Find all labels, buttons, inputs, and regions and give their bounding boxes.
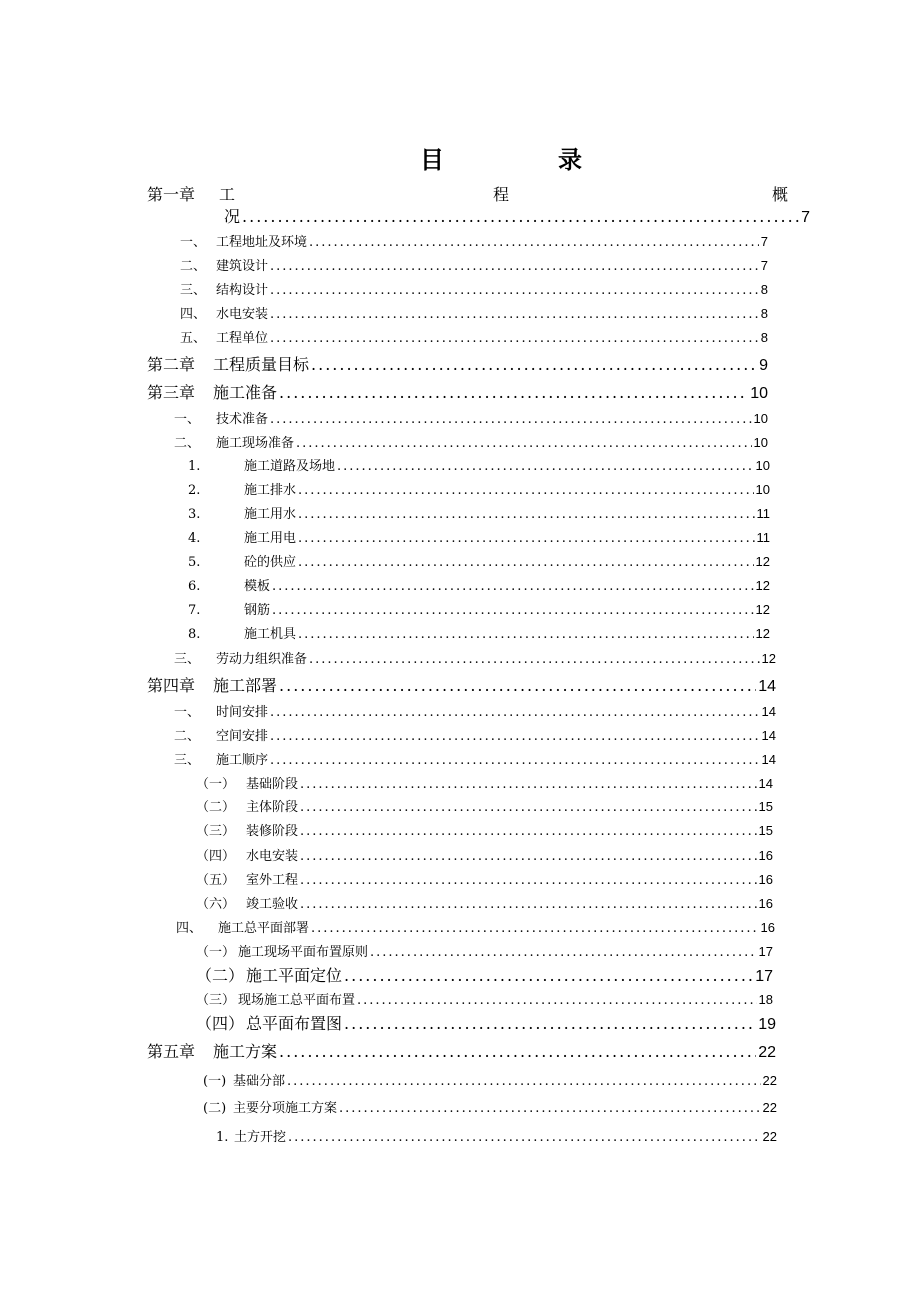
toc-entry-num: 四、 [180, 307, 207, 322]
toc-entry-num: （三） [196, 993, 236, 1008]
toc-page-number: 7 [760, 234, 768, 249]
toc-entry[interactable] [216, 1130, 777, 1144]
toc-entry-num: 三、 [180, 283, 207, 298]
toc-entry-text: 建筑设计 [216, 259, 269, 274]
toc-page-number: 22 [762, 1100, 777, 1115]
toc-entry[interactable] [203, 1101, 777, 1115]
toc-entry[interactable] [196, 945, 773, 959]
toc-page-number: 8 [760, 306, 768, 321]
toc-page-number: 9 [759, 357, 768, 374]
toc-leader-dots [298, 628, 754, 641]
toc-entry[interactable] [188, 531, 770, 545]
toc-page-number: 16 [758, 872, 773, 887]
toc-entry-text: 施工机具 [244, 627, 297, 642]
toc-page-number: 16 [758, 896, 773, 911]
toc-entry-text: 施工方案 [213, 1042, 278, 1061]
toc-page-number: 14 [761, 728, 776, 743]
toc-entry-num: （四） [196, 1014, 245, 1033]
toc-leader-dots [287, 1075, 761, 1088]
toc-entry-num: 五、 [180, 331, 207, 346]
toc-entry[interactable] [188, 579, 770, 593]
toc-page-number: 14 [761, 752, 776, 767]
toc-leader-dots [272, 604, 754, 617]
toc-entry-chapter[interactable] [147, 678, 776, 695]
toc-entry[interactable] [196, 777, 773, 791]
toc-entry[interactable] [196, 849, 773, 863]
toc-leader-dots [279, 385, 748, 401]
toc-entry-text: 时间安排 [216, 705, 269, 720]
toc-page-number: 12 [755, 578, 770, 593]
toc-entry-text: 装修阶段 [246, 824, 299, 839]
toc-leader-dots [311, 922, 759, 935]
toc-entry[interactable] [196, 1016, 776, 1033]
toc-page-number: 8 [760, 282, 768, 297]
toc-entry-text: 模板 [244, 579, 271, 594]
toc-leader-dots [300, 778, 757, 791]
toc-leader-dots [270, 284, 759, 297]
toc-leader-dots [296, 437, 752, 450]
toc-entry[interactable] [188, 555, 770, 569]
toc-entry[interactable] [174, 436, 768, 450]
toc-leader-dots [288, 1131, 761, 1144]
toc-entry[interactable] [180, 235, 768, 249]
toc-entry-num: 4. [188, 531, 201, 546]
toc-entry-num: 8. [188, 627, 201, 642]
chapter1-num: 第一章 [147, 185, 196, 204]
toc-leader-dots [300, 850, 757, 863]
toc-page-number: 16 [760, 920, 775, 935]
toc-page-number: 18 [758, 992, 773, 1007]
toc-entry-text: 水电安装 [216, 307, 269, 322]
toc-entry-text: 施工现场平面布置原则 [238, 945, 369, 960]
toc-leader-dots [309, 236, 759, 249]
toc-leader-dots [298, 508, 754, 521]
toc-entry-text: 空间安排 [216, 729, 269, 744]
toc-entry-text: 况 [224, 207, 241, 226]
toc-entry-num: 3. [188, 507, 201, 522]
toc-entry-num: 一、 [174, 412, 201, 427]
toc-entry-text: 工程单位 [216, 331, 269, 346]
toc-entry-num: (一) [203, 1074, 227, 1089]
toc-entry-text: 水电安装 [246, 849, 299, 864]
toc-entry-text: 施工道路及场地 [244, 459, 336, 474]
toc-entry-num: 7. [188, 603, 201, 618]
toc-entry-text: 施工排水 [244, 483, 297, 498]
toc-page-number: 8 [760, 330, 768, 345]
toc-entry-num: 第四章 [147, 676, 196, 695]
toc-title-part2: 录 [558, 145, 582, 174]
toc-entry-text: 施工平面定位 [246, 966, 343, 985]
toc-entry[interactable] [188, 507, 770, 521]
toc-entry[interactable] [174, 729, 776, 743]
toc-leader-dots [357, 994, 757, 1007]
toc-leader-dots [270, 332, 759, 345]
toc-entry[interactable] [174, 652, 776, 666]
toc-leader-dots [300, 874, 757, 887]
toc-leader-dots [298, 556, 754, 569]
toc-entry[interactable] [180, 283, 768, 297]
toc-leader-dots [339, 1102, 761, 1115]
toc-entry[interactable] [203, 1074, 777, 1088]
toc-entry-num: （六） [196, 897, 236, 912]
toc-page-number: 22 [758, 1044, 776, 1061]
toc-entry-num: （四） [196, 849, 236, 864]
toc-entry-num: 三、 [174, 753, 201, 768]
toc-entry[interactable] [196, 800, 773, 814]
toc-entry[interactable] [174, 753, 776, 767]
toc-page-number: 19 [758, 1016, 776, 1033]
toc-entry-text: 工程地址及环境 [216, 235, 308, 250]
toc-leader-dots [270, 730, 760, 743]
toc-leader-dots [270, 706, 760, 719]
toc-entry[interactable] [196, 993, 773, 1007]
toc-entry-num: 第五章 [147, 1042, 196, 1061]
toc-page-number: 17 [755, 968, 773, 985]
toc-leader-dots [337, 460, 754, 473]
toc-page-number: 10 [750, 385, 768, 402]
toc-page-number: 15 [758, 823, 773, 838]
toc-leader-dots [279, 678, 756, 694]
toc-entry-text: 施工总平面部署 [218, 921, 310, 936]
toc-page-number: 10 [753, 411, 768, 426]
toc-page-number: 12 [761, 651, 776, 666]
toc-leader-dots [298, 532, 754, 545]
toc-entry[interactable] [196, 897, 773, 911]
toc-page-number: 16 [758, 848, 773, 863]
toc-entry[interactable] [188, 459, 770, 473]
toc-entry-text: 施工用电 [244, 531, 297, 546]
toc-entry-text: 施工用水 [244, 507, 297, 522]
toc-entry-text: 施工部署 [213, 676, 278, 695]
chapter1-char: 概 [772, 185, 789, 204]
toc-leader-dots [270, 413, 752, 426]
toc-leader-dots [344, 968, 753, 984]
toc-entry-num: 二、 [174, 436, 201, 451]
toc-entry-num: （五） [196, 873, 236, 888]
toc-entry-text: 主要分项施工方案 [233, 1101, 338, 1116]
toc-leader-dots [242, 209, 799, 225]
toc-entry[interactable] [196, 968, 773, 985]
toc-entry-text: 主体阶段 [246, 800, 299, 815]
toc-page-number: 7 [801, 209, 810, 226]
toc-entry[interactable] [180, 307, 768, 321]
chapter1-char: 程 [493, 185, 510, 204]
toc-entry-num: 1. [188, 459, 201, 474]
toc-entry-chapter[interactable] [147, 385, 768, 402]
toc-entry-chapter[interactable] [147, 357, 768, 374]
toc-entry-text: 土方开挖 [234, 1130, 287, 1145]
toc-entry-text: 总平面布置图 [246, 1014, 343, 1033]
toc-page-number: 15 [758, 799, 773, 814]
toc-entry-text: 砼的供应 [244, 555, 297, 570]
toc-leader-dots [270, 754, 760, 767]
toc-leader-dots [344, 1016, 756, 1032]
toc-page-number: 22 [762, 1073, 777, 1088]
toc-entry-num: （二） [196, 966, 245, 985]
toc-title [0, 140, 920, 180]
toc-entry-text: 施工准备 [213, 383, 278, 402]
toc-entry[interactable] [188, 627, 770, 641]
toc-entry-num: （一） [196, 777, 236, 792]
toc-leader-dots [311, 357, 757, 373]
toc-entry[interactable] [196, 873, 773, 887]
toc-entry-text: 现场施工总平面布置 [238, 993, 356, 1008]
toc-page-number: 14 [761, 704, 776, 719]
toc-leader-dots [300, 898, 757, 911]
toc-entry-text: 室外工程 [246, 873, 299, 888]
toc-leader-dots [270, 260, 759, 273]
toc-leader-dots [270, 308, 759, 321]
toc-entry-num: 二、 [180, 259, 207, 274]
chapter1-heading [147, 182, 790, 204]
toc-entry-num: 6. [188, 579, 201, 594]
toc-entry-text: 劳动力组织准备 [216, 652, 308, 667]
toc-entry[interactable] [188, 483, 770, 497]
toc-page-number: 11 [756, 530, 770, 545]
toc-entry-text: 竣工验收 [246, 897, 299, 912]
chapter1-char: 工 [219, 185, 236, 204]
toc-entry-text: 施工现场准备 [216, 436, 295, 451]
toc-entry-num: 四、 [176, 921, 203, 936]
toc-entry[interactable] [176, 921, 775, 935]
toc-entry-num: 一、 [174, 705, 201, 720]
toc-page-number: 14 [758, 678, 776, 695]
toc-leader-dots [309, 653, 760, 666]
toc-entry-num: （一） [196, 945, 236, 960]
toc-entry-num: 5. [188, 555, 201, 570]
toc-page-number: 22 [762, 1129, 777, 1144]
toc-entry-num: (二) [203, 1101, 227, 1116]
toc-entry[interactable] [174, 412, 768, 426]
toc-page-number: 10 [755, 458, 770, 473]
toc-page-number: 14 [758, 776, 773, 791]
toc-title-part1: 目 [420, 145, 444, 174]
toc-entry-chapter1[interactable] [224, 209, 810, 226]
toc-entry-text: 工程质量目标 [213, 355, 310, 374]
toc-entry-num: 2. [188, 483, 201, 498]
toc-entry[interactable] [180, 259, 768, 273]
toc-entry-num: 第二章 [147, 355, 196, 374]
toc-entry-text: 钢筋 [244, 603, 271, 618]
toc-page-number: 11 [756, 506, 770, 521]
toc-entry[interactable] [188, 603, 770, 617]
toc-entry-num: （三） [196, 824, 236, 839]
toc-entry-num: 三、 [174, 652, 201, 667]
toc-leader-dots [279, 1044, 756, 1060]
toc-entry[interactable] [174, 705, 776, 719]
toc-entry-text: 基础分部 [233, 1074, 286, 1089]
toc-page-number: 12 [755, 626, 770, 641]
toc-entry-num: 一、 [180, 235, 207, 250]
toc-page-number: 17 [758, 944, 773, 959]
toc-entry-text: 技术准备 [216, 412, 269, 427]
toc-page-number: 12 [755, 602, 770, 617]
toc-entry-num: 二、 [174, 729, 201, 744]
toc-entry[interactable] [196, 824, 773, 838]
toc-leader-dots [298, 484, 754, 497]
toc-entry-num: 1. [216, 1130, 229, 1145]
toc-entry[interactable] [180, 331, 768, 345]
toc-page-number: 10 [753, 435, 768, 450]
toc-entry-text: 结构设计 [216, 283, 269, 298]
toc-leader-dots [300, 801, 757, 814]
toc-page-number: 10 [755, 482, 770, 497]
toc-leader-dots [370, 946, 757, 959]
toc-entry-text: 基础阶段 [246, 777, 299, 792]
toc-entry-num: 第三章 [147, 383, 196, 402]
toc-entry-num: （二） [196, 800, 236, 815]
toc-leader-dots [272, 580, 754, 593]
toc-leader-dots [300, 825, 757, 838]
toc-page-number: 12 [755, 554, 770, 569]
toc-entry-chapter[interactable] [147, 1044, 776, 1061]
toc-page-number: 7 [760, 258, 768, 273]
toc-entry-text: 施工顺序 [216, 753, 269, 768]
